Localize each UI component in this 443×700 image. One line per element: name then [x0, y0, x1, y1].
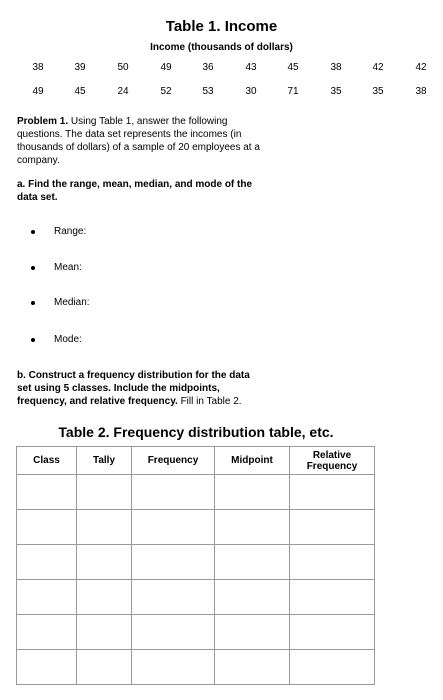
table-row — [17, 615, 375, 650]
income-value: 39 — [74, 62, 86, 73]
table-cell[interactable] — [215, 510, 290, 545]
income-value: 42 — [372, 62, 384, 73]
frequency-table — [16, 446, 375, 685]
table-row — [17, 650, 375, 685]
table-cell[interactable] — [77, 545, 132, 580]
income-value: 71 — [287, 86, 299, 97]
table-cell[interactable] — [215, 580, 290, 615]
table-cell[interactable] — [132, 475, 215, 510]
income-value: 45 — [287, 62, 299, 73]
table-cell[interactable] — [290, 475, 375, 510]
mean-label: Mean: — [54, 262, 82, 273]
part-b-tail: Fill in Table 2. — [177, 396, 242, 407]
table-cell[interactable] — [77, 475, 132, 510]
income-value: 30 — [245, 86, 257, 97]
table-cell[interactable] — [290, 615, 375, 650]
income-row-2 — [0, 86, 443, 100]
income-row-1 — [0, 62, 443, 76]
table-row — [17, 545, 375, 580]
table1-subtitle: Income (thousands of dollars) — [150, 42, 293, 53]
part-a-question: a. Find the range, mean, median, and mode of the data set. — [17, 179, 253, 203]
table-cell[interactable] — [290, 580, 375, 615]
table-row — [17, 510, 375, 545]
problem-intro — [17, 115, 262, 167]
table-cell[interactable] — [132, 545, 215, 580]
table-cell[interactable] — [132, 650, 215, 685]
income-value: 38 — [330, 62, 342, 73]
bullet-dot — [31, 230, 35, 234]
range-label: Range: — [54, 226, 87, 237]
table-cell[interactable] — [290, 545, 375, 580]
table-cell[interactable] — [77, 510, 132, 545]
income-value: 24 — [117, 86, 129, 97]
table-cell[interactable] — [77, 650, 132, 685]
header-frequency: Frequency — [132, 447, 215, 475]
income-value: 50 — [117, 62, 129, 73]
table-cell[interactable] — [17, 650, 77, 685]
table-cell[interactable] — [290, 510, 375, 545]
bullet-dot — [31, 266, 35, 270]
part-b-question — [17, 369, 262, 408]
table-cell[interactable] — [132, 615, 215, 650]
problem-lead: Problem 1. — [17, 116, 69, 127]
table-header-row — [17, 447, 375, 475]
problem-text: Using Table 1, answer the following questions. The data set represents the incomes (in thousands of dollars) of a sample of 20 employees at a company. — [17, 116, 260, 166]
income-value: 49 — [32, 86, 44, 97]
table-cell[interactable] — [215, 650, 290, 685]
table-cell[interactable] — [17, 615, 77, 650]
median-label: Median: — [54, 297, 90, 308]
income-value: 38 — [32, 62, 44, 73]
income-value: 52 — [160, 86, 172, 97]
table-cell[interactable] — [215, 545, 290, 580]
table2-title: Table 2. Frequency distribution table, etc. — [58, 424, 334, 440]
income-value: 42 — [415, 62, 427, 73]
table-row — [17, 475, 375, 510]
part-b-bold: b. Construct a frequency distribution for the data set using 5 classes. Include the midpoints, frequency, and relative frequency. — [17, 370, 250, 407]
table-cell[interactable] — [17, 510, 77, 545]
table-row — [17, 580, 375, 615]
table-cell[interactable] — [215, 475, 290, 510]
income-value: 43 — [245, 62, 257, 73]
table-cell[interactable] — [17, 475, 77, 510]
table-cell[interactable] — [77, 615, 132, 650]
mode-label: Mode: — [54, 334, 82, 345]
table-cell[interactable] — [17, 545, 77, 580]
bullet-dot — [31, 301, 35, 305]
income-value: 36 — [202, 62, 214, 73]
income-value: 35 — [330, 86, 342, 97]
table-cell[interactable] — [77, 580, 132, 615]
table-cell[interactable] — [17, 580, 77, 615]
income-value: 35 — [372, 86, 384, 97]
table-cell[interactable] — [290, 650, 375, 685]
income-value: 53 — [202, 86, 214, 97]
table1-title: Table 1. Income — [165, 18, 278, 35]
table-cell[interactable] — [132, 510, 215, 545]
header-relative-frequency: Relative Frequency — [290, 447, 375, 475]
table-cell[interactable] — [132, 580, 215, 615]
table-cell[interactable] — [215, 615, 290, 650]
income-value: 49 — [160, 62, 172, 73]
income-value: 38 — [415, 86, 427, 97]
header-tally: Tally — [77, 447, 132, 475]
header-class: Class — [17, 447, 77, 475]
bullet-dot — [31, 338, 35, 342]
income-value: 45 — [74, 86, 86, 97]
header-midpoint: Midpoint — [215, 447, 290, 475]
